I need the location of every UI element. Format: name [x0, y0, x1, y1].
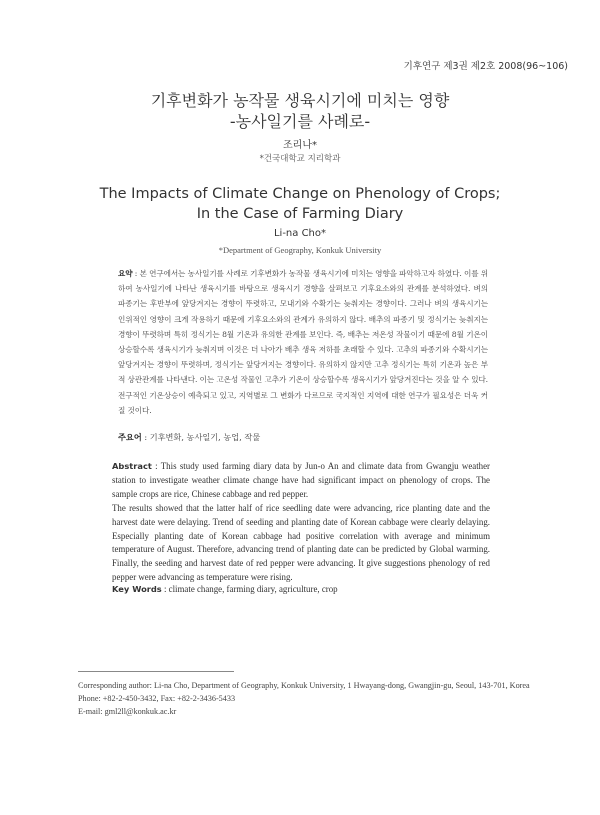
footnote-author-address: Corresponding author: Li-na Cho, Department of Geography, Konkuk University, 1 Hwayang-dong, Gwangjin-gu, Seoul, 143-701, Korea: [78, 681, 530, 690]
english-title-line1: The Impacts of Climate Change on Phenology of Crops;: [99, 186, 501, 202]
footnote-divider: [78, 671, 234, 672]
english-author: Li-na Cho*: [273, 228, 327, 239]
korean-title: [0, 90, 600, 132]
korean-title-line1: 기후변화가 농작물 생육시기에 미치는 영향: [150, 91, 450, 110]
english-abstract-para2: The results showed that the latter half of rice seedling date were advancing, rice planting date and the harvest date were delaying. Trend of seeding and planting date of Korean cabbage were clearly delaying. Especially planting date of Korean cabbage had positive correlation with average and minimum temperature of August. Therefore, advancing trend of planting date can be predicted by Global warming. Finally, the seeding and harvest date of red pepper were advancing. It give suggestions phenology of red pepper were advancing as temperature were rising.: [112, 502, 490, 583]
english-abstract-label: Abstract: [112, 461, 152, 471]
korean-abstract: [118, 266, 488, 418]
english-keywords-text: : climate change, farming diary, agriculture, crop: [161, 584, 338, 594]
footnote-email: E-mail: gml2ll@konkuk.ac.kr: [78, 707, 177, 717]
korean-author: 조리나*: [283, 140, 317, 151]
korean-title-line2: -농사일기를 사례로-: [229, 112, 371, 131]
korean-affiliation: *건국대학교 지리학과: [259, 154, 341, 164]
footnote-phone-fax: Phone: +82-2-450-3432, Fax: +82-2-3436-5433: [78, 694, 236, 704]
korean-abstract-label: 요약: [118, 269, 133, 278]
journal-reference: 기후연구 제3권 제2호 2008(96~106): [403, 61, 568, 72]
english-affiliation: *Department of Geography, Konkuk University: [218, 245, 382, 255]
footnote: [78, 679, 530, 719]
english-title-line2: In the Case of Farming Diary: [196, 206, 404, 222]
english-title: [0, 184, 600, 224]
english-keywords: [112, 584, 338, 594]
korean-keywords: [118, 432, 260, 443]
english-abstract-para1-text: : This study used farming diary data by Jun-o An and climate data from Gwangju weather station to investigate weather climate change have had significant impact on phenology of crops. The sample crops are rice, Chinese cabbage and red pepper.: [112, 461, 490, 499]
english-abstract-para1: [112, 460, 490, 502]
korean-keywords-label: 주요어: [118, 432, 142, 442]
english-abstract: [112, 460, 490, 585]
korean-keywords-text: : 기후변화, 농사일기, 농업, 작물: [141, 432, 261, 442]
korean-abstract-text: : 본 연구에서는 농사일기를 사례로 기후변화가 농작물 생육시기에 미치는 영향을 파악하고자 하였다. 이를 위하여 농사일기에 나타난 생육시기를 바탕으로 생육시기 경향을 살펴보고 기후요소와의 관계를 분석하였다. 벼의 파종기는 후반부에 앞당겨지는 경향이 뚜렷하고, 모내기와 수확기는 늦춰지는 경향이다. 그러나 벼의 생육시기는 인위적인 영향이 크게 작용하기 때문에 기후요소와의 관계가 유의하지 않다. 배추의 파종기 및 정식기는 늦춰지는 경향이 뚜렷하며 특히 정식기는 8월 기온과 유의한 관계를 보인다. 즉, 배추는 저온성 작물이기 때문에 8월 기온이 상승할수록 생육시기가 늦춰지며 이것은 더 나아가 배추 생육 저하를 초래할 수 있다. 고추의 파종기와 수확시기는 앞당겨지는 경향이 뚜렷하며, 정식기는 앞당겨지는 경향이다. 유의하지 않지만 고추 정식기는 특히 기온과 높은 부적 상관관계를 나타낸다. 이는 고온성 작물인 고추가 기온이 상승할수록 생육시기가 앞당겨진다는 것을 알 수 있다. 전구적인 기온상승이 예측되고 있고, 지역별로 그 변화가 다르므로 국지적인 지역에 대한 연구가 필요성은 더욱 커질 것이다.: [118, 269, 489, 415]
english-keywords-label: Key Words: [112, 584, 162, 594]
